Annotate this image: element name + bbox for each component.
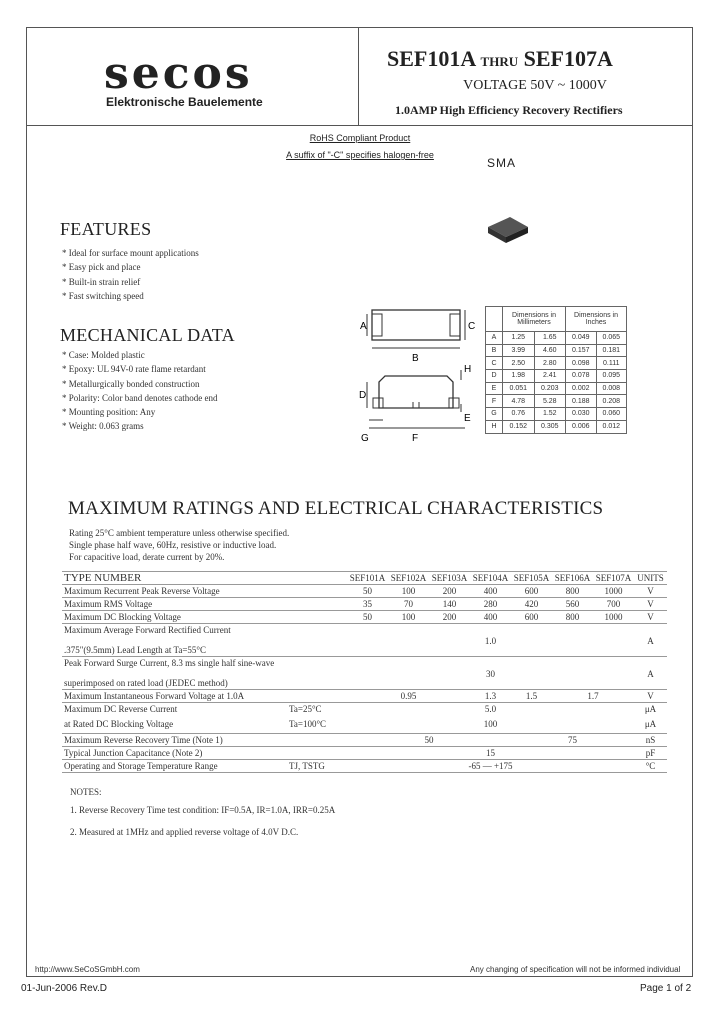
ratings-note: Rating 25°C ambient temperature unless otherwise specified. bbox=[69, 528, 290, 538]
table-row: Typical Junction Capacitance (Note 2) 15 pF bbox=[62, 747, 667, 760]
rohs-note bbox=[0, 133, 720, 143]
table-row: G 0.76 1.52 0.030 0.060 bbox=[486, 408, 627, 421]
table-row: Maximum Recurrent Peak Reverse Voltage 50 100 200 400 600 800 1000 V bbox=[62, 585, 667, 598]
revision-date: 01-Jun-2006 Rev.D bbox=[21, 983, 107, 994]
disclaimer: Any changing of specification will not be informed individual bbox=[470, 965, 681, 974]
table-row: Maximum Instantaneous Forward Voltage at 1.0A 0.95 1.3 1.5 1.7 V bbox=[62, 690, 667, 703]
dim-label-f: F bbox=[412, 433, 419, 444]
dim-label-b: B bbox=[412, 353, 419, 364]
features-list bbox=[62, 246, 199, 303]
table-row: at Rated DC Blocking Voltage Ta=100°C 100 μA bbox=[62, 715, 667, 734]
dim-header-in: Dimensions in Inches bbox=[566, 307, 627, 332]
notes bbox=[70, 787, 335, 837]
table-row: C 2.50 2.80 0.098 0.111 bbox=[486, 357, 627, 370]
package-image bbox=[484, 213, 532, 247]
list-item: * Mounting position: Any bbox=[62, 405, 217, 419]
ratings-conditions bbox=[69, 527, 289, 563]
list-item: * Easy pick and place bbox=[62, 260, 199, 274]
features-heading: FEATURES bbox=[60, 219, 152, 239]
mechanical-heading: MECHANICAL DATA bbox=[60, 325, 235, 345]
table-row: H 0.152 0.305 0.006 0.012 bbox=[486, 420, 627, 433]
table-row: B 3.99 4.60 0.157 0.181 bbox=[486, 344, 627, 357]
type-header: TYPE NUMBER bbox=[62, 572, 347, 585]
note-item: 1. Reverse Recovery Time test condition: IF=0.5A, IR=1.0A, IRR=0.25A bbox=[70, 805, 336, 815]
package-drawing bbox=[355, 300, 485, 460]
list-item: * Polarity: Color band denotes cathode end bbox=[62, 391, 217, 405]
header-rule bbox=[26, 125, 693, 126]
list-item: * Fast switching speed bbox=[62, 289, 199, 303]
dim-label-g: G bbox=[361, 433, 369, 444]
note-item: 2. Measured at 1MHz and applied reverse voltage of 4.0V D.C. bbox=[70, 827, 299, 837]
company-logo: secos bbox=[104, 48, 253, 99]
mechanical-list bbox=[62, 348, 217, 434]
table-row: Maximum RMS Voltage 35 70 140 280 420 560 700 V bbox=[62, 598, 667, 611]
product-title bbox=[387, 46, 613, 72]
dim-label-e: E bbox=[464, 413, 471, 424]
ratings-note: Single phase half wave, 60Hz, resistive or inductive load. bbox=[69, 540, 277, 550]
table-row: Maximum Reverse Recovery Time (Note 1) 50 75 nS bbox=[62, 734, 667, 747]
list-item: * Weight: 0.063 grams bbox=[62, 419, 217, 433]
dimension-table bbox=[485, 306, 627, 434]
notes-heading: NOTES: bbox=[70, 787, 102, 797]
table-row: Maximum DC Blocking Voltage 50 100 200 400 600 800 1000 V bbox=[62, 611, 667, 624]
table-row: Operating and Storage Temperature Range TJ, TSTG -65 — +175 °C bbox=[62, 760, 667, 773]
dim-label-d: D bbox=[359, 390, 367, 401]
table-row: Maximum Average Forward Rectified Current bbox=[64, 625, 231, 635]
ratings-note: For capacitive load, derate current by 20%. bbox=[69, 552, 225, 562]
table-row: .375"(9.5mm) Lead Length at Ta=55°C 1.0 A bbox=[62, 636, 667, 657]
list-item: * Built-in strain relief bbox=[62, 275, 199, 289]
voltage-range: VOLTAGE 50V ~ 1000V bbox=[463, 78, 607, 93]
table-row: D 1.98 2.41 0.078 0.095 bbox=[486, 370, 627, 383]
list-item: * Ideal for surface mount applications bbox=[62, 246, 199, 260]
table-row: A 1.25 1.65 0.049 0.065 bbox=[486, 332, 627, 345]
title-part1: SEF101A bbox=[387, 46, 476, 71]
dim-label-h: H bbox=[464, 364, 472, 375]
list-item: * Epoxy: UL 94V-0 rate flame retardant bbox=[62, 362, 217, 376]
table-row: E 0.051 0.203 0.002 0.008 bbox=[486, 382, 627, 395]
ratings-table bbox=[62, 571, 667, 773]
logo-subtitle: Elektronische Bauelemente bbox=[106, 95, 263, 109]
table-row: F 4.78 5.28 0.188 0.208 bbox=[486, 395, 627, 408]
units-header: UNITS bbox=[634, 572, 667, 585]
table-row: Peak Forward Surge Current, 8.3 ms single half sine-wave bbox=[64, 658, 275, 668]
dim-label-a: A bbox=[360, 321, 367, 332]
title-thru: THRU bbox=[480, 54, 519, 69]
package-name: SMA bbox=[487, 156, 517, 170]
page-number: Page 1 of 2 bbox=[640, 983, 692, 994]
table-row: superimposed on rated load (JEDEC method) 30 A bbox=[62, 669, 667, 690]
dim-header-mm: Dimensions in Millimeters bbox=[503, 307, 566, 332]
ratings-heading: MAXIMUM RATINGS AND ELECTRICAL CHARACTERISTICS bbox=[68, 498, 604, 519]
dim-label-c: C bbox=[468, 321, 476, 332]
title-part2: SEF107A bbox=[523, 46, 613, 71]
list-item: * Case: Molded plastic bbox=[62, 348, 217, 362]
table-row: Maximum DC Reverse Current Ta=25°C 5.0 μA bbox=[64, 704, 657, 714]
product-subtitle: 1.0AMP High Efficiency Recovery Rectifiers bbox=[395, 103, 623, 117]
header-divider bbox=[358, 27, 359, 125]
table-row: TYPE NUMBER SEF101A SEF102A SEF103A SEF104A SEF105A SEF106A SEF107A UNITS bbox=[62, 572, 667, 585]
halogen-note bbox=[0, 150, 720, 160]
rohs-text: RoHS Compliant Product bbox=[309, 133, 411, 143]
website-link[interactable]: http://www.SeCoSGmbH.com bbox=[35, 965, 140, 974]
list-item: * Metallurgically bonded construction bbox=[62, 377, 217, 391]
halogen-text: A suffix of "-C" specifies halogen-free bbox=[286, 150, 434, 160]
